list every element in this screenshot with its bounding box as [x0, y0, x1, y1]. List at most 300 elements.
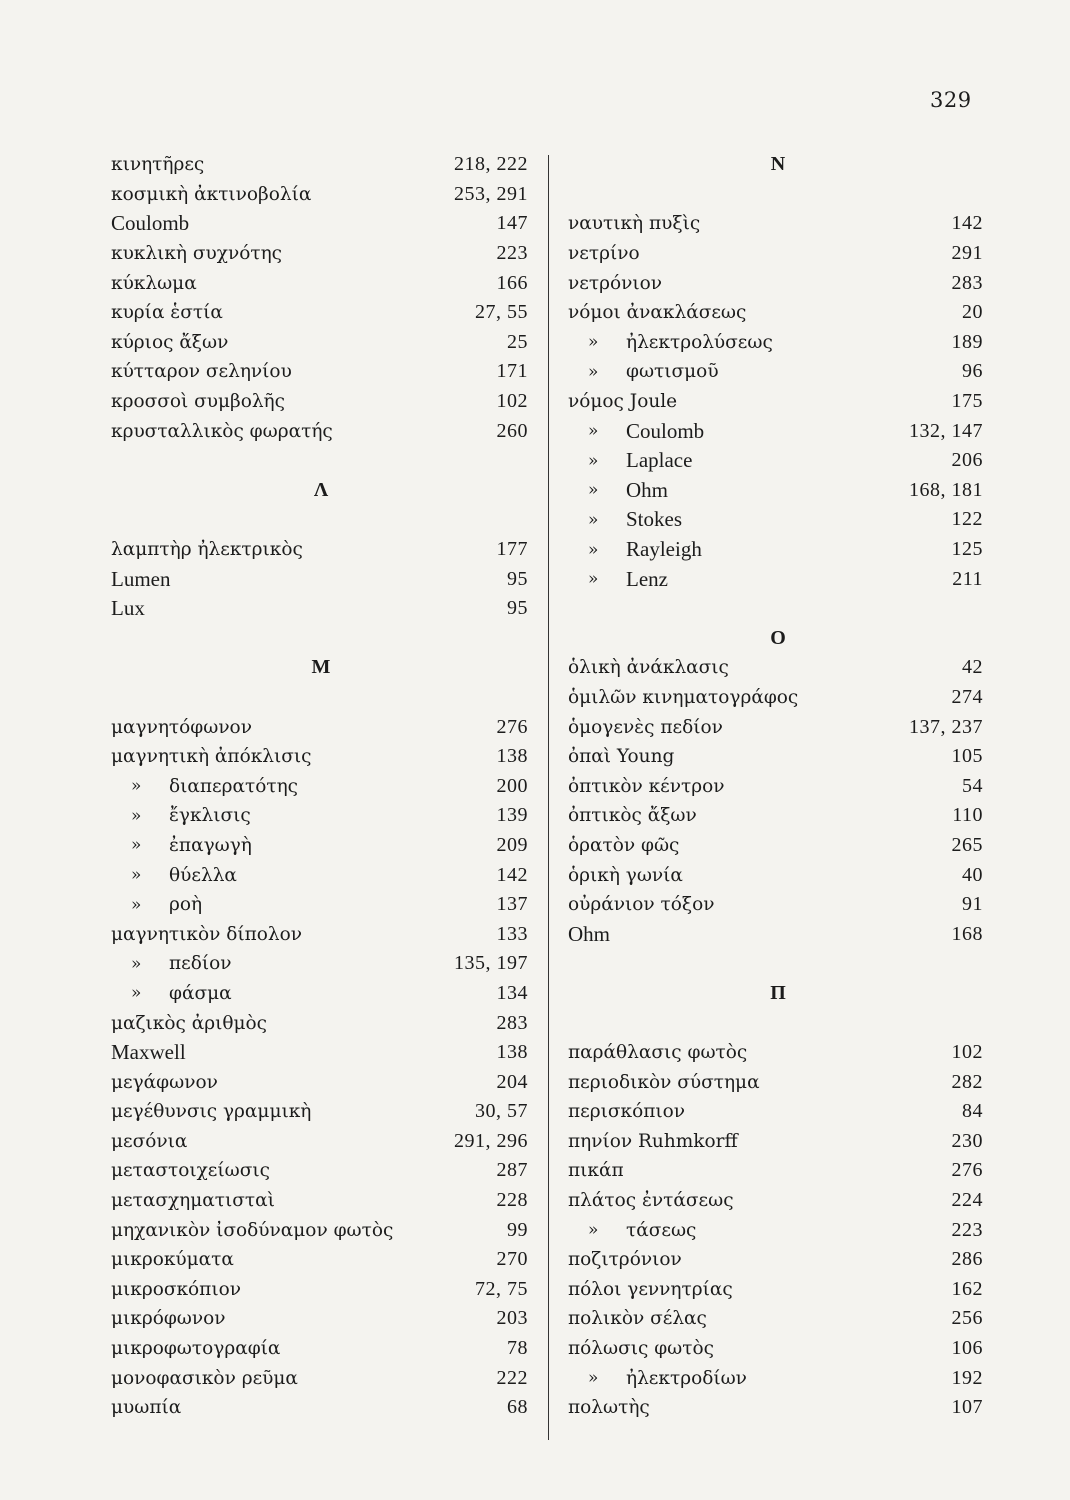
page-references: 25 — [507, 330, 528, 353]
index-entry — [568, 1245, 983, 1275]
page-references: 211 — [952, 567, 983, 590]
page-references: 175 — [951, 390, 983, 413]
index-entry — [568, 890, 983, 920]
page-references: 287 — [496, 1159, 528, 1182]
index-entry — [111, 416, 528, 446]
index-entry — [111, 860, 528, 890]
page-references: 222 — [496, 1366, 528, 1389]
index-term-text: μικροφωτογραφία — [111, 1338, 281, 1360]
index-term-text: μικροσκόπιον — [111, 1278, 241, 1300]
page-references: 91 — [962, 893, 983, 916]
index-term-text: Rayleigh — [626, 537, 702, 562]
index-term — [568, 894, 714, 915]
page-references: 228 — [496, 1189, 528, 1212]
index-term — [111, 835, 252, 856]
ditto-mark: » — [588, 1220, 599, 1241]
index-term — [568, 1279, 733, 1300]
index-term-text: ἐπαγωγὴ — [169, 834, 252, 856]
index-entry — [568, 1186, 983, 1216]
page-references: 110 — [952, 804, 983, 827]
index-term-text: ὀπαὶ Young — [568, 746, 675, 768]
page-references: 223 — [951, 1218, 983, 1241]
index-entry — [568, 387, 983, 417]
page-references: 20 — [962, 301, 983, 324]
page-references: 84 — [962, 1100, 983, 1123]
index-term — [111, 184, 311, 205]
section-spacer — [111, 624, 531, 654]
index-term — [568, 567, 668, 592]
index-term-text: φάσμα — [169, 982, 232, 1004]
index-entry — [568, 683, 983, 713]
index-entry — [568, 831, 983, 861]
index-term — [568, 1397, 650, 1418]
index-term — [568, 865, 683, 886]
index-entry — [111, 831, 528, 861]
section-spacer — [111, 683, 531, 713]
page-references: 253, 291 — [454, 182, 528, 205]
index-entry — [111, 1363, 528, 1393]
index-entry — [111, 298, 528, 328]
page-references: 78 — [507, 1337, 528, 1360]
page-references: 95 — [507, 567, 528, 590]
index-entry — [111, 919, 528, 949]
index-term-text: κυρία ἑστία — [111, 302, 223, 324]
index-entry — [111, 949, 528, 979]
ditto-mark: » — [588, 569, 599, 590]
ditto-mark: » — [131, 894, 142, 915]
index-term-text: ἔγκλισις — [169, 805, 251, 827]
page-references: 102 — [951, 1041, 983, 1064]
index-term-text: πολικὸν σέλας — [568, 1308, 707, 1330]
index-entry — [568, 742, 983, 772]
index-term — [111, 894, 202, 915]
index-entry — [111, 1334, 528, 1364]
index-term-text: πόλοι γεννητρίας — [568, 1278, 733, 1300]
page-references: 40 — [962, 863, 983, 886]
page-references: 54 — [962, 774, 983, 797]
ditto-mark: » — [588, 332, 599, 353]
index-term — [568, 537, 702, 562]
page-references: 142 — [951, 212, 983, 235]
index-entry — [568, 1215, 983, 1245]
index-term — [568, 273, 662, 294]
index-entry — [568, 919, 983, 949]
index-term-text: κύριος ἄξων — [111, 331, 229, 353]
ditto-mark: » — [588, 361, 599, 382]
index-term — [111, 776, 298, 797]
index-term — [568, 922, 610, 947]
index-term-text: Laplace — [626, 448, 693, 473]
page-references: 282 — [951, 1070, 983, 1093]
index-term — [111, 924, 302, 945]
index-term — [568, 835, 679, 856]
index-entry — [111, 712, 528, 742]
index-entry — [568, 328, 983, 358]
index-term-text: ὁμογενὲς πεδίον — [568, 716, 723, 738]
index-term-text: λαμπτὴρ ἠλεκτρικὸς — [111, 539, 303, 561]
index-entry — [568, 1097, 983, 1127]
index-term — [568, 391, 677, 412]
index-term-text: Lenz — [626, 566, 668, 591]
index-term — [111, 154, 204, 175]
index-term-text: πικάπ — [568, 1160, 624, 1182]
index-term — [111, 1220, 393, 1241]
index-term — [568, 332, 773, 353]
section-spacer — [568, 594, 988, 624]
index-term-text: Lux — [111, 596, 145, 621]
index-term-text: κυκλικὴ συχνότης — [111, 243, 283, 265]
index-entry — [111, 801, 528, 831]
page-references: 260 — [496, 419, 528, 442]
index-term-text: μαγνητικὸν δίπολον — [111, 923, 303, 945]
ditto-mark: » — [588, 539, 599, 560]
index-term — [111, 567, 170, 592]
page-references: 99 — [507, 1218, 528, 1241]
index-entry — [111, 890, 528, 920]
ditto-mark: » — [131, 805, 142, 826]
index-term — [111, 1101, 311, 1122]
index-term-text: μετασχηματισταὶ — [111, 1190, 275, 1212]
index-entry — [568, 1127, 983, 1157]
page-references: 166 — [496, 271, 528, 294]
column-divider — [548, 155, 549, 1440]
page-references: 102 — [496, 390, 528, 413]
index-term-text: πλάτος ἐντάσεως — [568, 1190, 734, 1212]
index-entry — [568, 771, 983, 801]
index-term-text: Coulomb — [626, 418, 705, 443]
index-term-text: πόλωσις φωτὸς — [568, 1338, 715, 1360]
index-term-text: κοσμικὴ ἀκτινοβολία — [111, 183, 312, 205]
page-references: 142 — [496, 863, 528, 886]
page-references: 96 — [962, 360, 983, 383]
index-term — [111, 596, 145, 621]
page-references: 135, 197 — [454, 952, 528, 975]
index-term — [111, 1249, 234, 1270]
ditto-mark: » — [588, 450, 599, 471]
ditto-mark: » — [588, 421, 599, 442]
index-entry — [568, 1067, 983, 1097]
index-term — [568, 1160, 624, 1181]
page-references: 168 — [951, 922, 983, 945]
section-spacer — [111, 505, 531, 535]
index-entry — [111, 180, 528, 210]
page-references: 192 — [951, 1366, 983, 1389]
index-entry — [111, 357, 528, 387]
index-term — [568, 1338, 714, 1359]
page-references: 203 — [496, 1307, 528, 1330]
index-term — [568, 1101, 685, 1122]
index-entry — [568, 1334, 983, 1364]
section-spacer — [568, 949, 988, 979]
page-references: 27, 55 — [475, 301, 528, 324]
index-entry — [568, 535, 983, 565]
index-term-text: μεσόνια — [111, 1130, 188, 1152]
index-term — [111, 1160, 270, 1181]
page-references: 200 — [496, 774, 528, 797]
index-term — [568, 657, 729, 678]
index-entry — [111, 328, 528, 358]
index-entry — [111, 564, 528, 594]
index-term-text: κρυσταλλικὸς φωρατής — [111, 420, 333, 442]
index-term — [568, 243, 640, 264]
index-term-text: Stokes — [626, 507, 683, 532]
index-term — [111, 1131, 187, 1152]
index-term — [568, 302, 746, 323]
index-term-text: ροὴ — [169, 894, 203, 916]
index-entry — [111, 1215, 528, 1245]
page-references: 133 — [496, 922, 528, 945]
index-entry — [111, 1038, 528, 1068]
index-entry — [111, 268, 528, 298]
index-term — [111, 1368, 298, 1389]
index-term — [111, 1308, 226, 1329]
index-term-text: νετρόνιον — [568, 272, 662, 294]
index-entry — [111, 239, 528, 269]
index-term — [568, 507, 682, 532]
index-term — [568, 805, 697, 826]
index-term — [568, 1368, 747, 1389]
page-references: 132, 147 — [909, 419, 983, 442]
page-references: 283 — [496, 1011, 528, 1034]
index-entry — [111, 535, 528, 565]
index-term-text: οὐράνιον τόξον — [568, 894, 715, 916]
page-references: 138 — [496, 1041, 528, 1064]
index-entry — [111, 1127, 528, 1157]
page-references: 256 — [951, 1307, 983, 1330]
index-entry — [568, 505, 983, 535]
index-term — [568, 448, 692, 473]
page-references: 291 — [951, 242, 983, 265]
index-term-text: τάσεως — [626, 1219, 697, 1241]
page-references: 189 — [951, 330, 983, 353]
index-term — [111, 717, 252, 738]
page-references: 122 — [951, 508, 983, 531]
page-references: 125 — [951, 538, 983, 561]
index-entry — [111, 387, 528, 417]
index-term-text: ὁμιλῶν κινηματογράφος — [568, 686, 799, 708]
index-entry — [568, 298, 983, 328]
index-term — [111, 332, 228, 353]
index-entry — [568, 564, 983, 594]
page-references: 134 — [496, 981, 528, 1004]
section-letter-heading: Ν — [770, 153, 786, 176]
index-term — [568, 213, 700, 234]
index-term-text: μεγέθυνσις γραμμικὴ — [111, 1101, 312, 1123]
section-letter-heading: Λ — [313, 478, 329, 501]
index-term-text: Lumen — [111, 566, 171, 591]
index-term-text: μαγνητικὴ ἀπόκλισις — [111, 746, 312, 768]
index-term-text: Maxwell — [111, 1040, 186, 1065]
page-references: 106 — [951, 1337, 983, 1360]
index-term-text: παράθλασις φωτὸς — [568, 1042, 748, 1064]
page-references: 137 — [496, 893, 528, 916]
page-references: 291, 296 — [454, 1129, 528, 1152]
page-references: 265 — [951, 833, 983, 856]
index-term-text: μαζικὸς ἀριθμὸς — [111, 1012, 268, 1034]
index-term-text: μαγνητόφωνον — [111, 716, 252, 738]
page-references: 223 — [496, 242, 528, 265]
index-term — [111, 243, 282, 264]
page-references: 204 — [496, 1070, 528, 1093]
index-term-text: διαπερατότης — [169, 775, 299, 797]
index-term — [111, 746, 312, 767]
index-entry — [111, 742, 528, 772]
index-term-text: νόμος Joule — [568, 391, 678, 413]
index-term — [111, 211, 189, 236]
ditto-mark: » — [131, 776, 142, 797]
page-references: 138 — [496, 745, 528, 768]
page-references: 171 — [496, 360, 528, 383]
index-term-text: μηχανικὸν ἰσοδύναμον φωτὸς — [111, 1219, 394, 1241]
index-term — [568, 687, 798, 708]
index-term-text: περιοδικὸν σύστημα — [568, 1071, 760, 1093]
index-entry — [111, 1186, 528, 1216]
index-term — [111, 539, 303, 560]
index-term — [111, 302, 223, 323]
index-entry — [568, 860, 983, 890]
index-entry — [111, 1304, 528, 1334]
index-term-text: φωτισμοῦ — [626, 361, 719, 383]
index-term — [111, 361, 292, 382]
index-entry — [568, 416, 983, 446]
index-entry — [568, 268, 983, 298]
index-term-text: περισκόπιον — [568, 1101, 685, 1123]
index-term — [111, 805, 251, 826]
index-term — [568, 1072, 760, 1093]
index-term — [568, 1220, 696, 1241]
ditto-mark: » — [588, 509, 599, 530]
index-entry — [568, 712, 983, 742]
page-references: 283 — [951, 271, 983, 294]
section-letter-heading: Ο — [770, 626, 786, 649]
index-entry — [111, 771, 528, 801]
page-number: 329 — [930, 88, 972, 112]
index-entry — [568, 357, 983, 387]
index-entry — [111, 594, 528, 624]
index-term-text: πεδίον — [169, 953, 232, 975]
index-entry — [568, 446, 983, 476]
index-term — [568, 1042, 747, 1063]
index-term-text: μονοφασικὸν ρεῦμα — [111, 1367, 298, 1389]
page-references: 107 — [951, 1396, 983, 1419]
index-term — [111, 1279, 241, 1300]
ditto-mark: » — [131, 865, 142, 886]
ditto-mark: » — [588, 480, 599, 501]
index-term-text: νόμοι ἀνακλάσεως — [568, 302, 747, 324]
index-entry — [568, 1275, 983, 1305]
index-term-text: μεγάφωνον — [111, 1071, 218, 1093]
index-term-text: ὁλικὴ ἀνάκλασις — [568, 657, 729, 679]
index-term-text: κύκλωμα — [111, 272, 197, 294]
index-term-text: Ohm — [568, 921, 610, 946]
section-spacer — [111, 446, 531, 476]
page-references: 95 — [507, 597, 528, 620]
index-term — [111, 1072, 218, 1093]
ditto-mark: » — [131, 953, 142, 974]
page-references: 276 — [496, 715, 528, 738]
page-references: 270 — [496, 1248, 528, 1271]
index-entry — [568, 209, 983, 239]
index-term — [568, 361, 719, 382]
index-term — [111, 953, 232, 974]
page-references: 42 — [962, 656, 983, 679]
index-entry — [111, 150, 528, 180]
index-term-text: ὀπτικὸς ἄξων — [568, 805, 697, 827]
page-references: 147 — [496, 212, 528, 235]
index-entry — [111, 1393, 528, 1423]
index-term-text: Ohm — [626, 477, 668, 502]
index-term-text: ἠλεκτροδίων — [626, 1367, 747, 1389]
index-term-text: κροσσοὶ συμβολῆς — [111, 391, 286, 413]
index-entry — [111, 1067, 528, 1097]
index-term — [111, 1040, 186, 1065]
index-term-text: ὁρατὸν φῶς — [568, 834, 680, 856]
index-entry — [111, 1156, 528, 1186]
index-term — [568, 1308, 707, 1329]
page-references: 168, 181 — [909, 478, 983, 501]
index-term-text: πηνίον Ruhmkorff — [568, 1130, 738, 1152]
section-letter-heading: Π — [770, 981, 786, 1004]
index-term — [111, 1397, 181, 1418]
index-entry — [111, 209, 528, 239]
index-term-text: κύτταρον σεληνίου — [111, 361, 292, 383]
index-term-text: μυωπία — [111, 1397, 182, 1419]
index-entry — [111, 1245, 528, 1275]
page-references: 274 — [951, 685, 983, 708]
index-term — [568, 1190, 734, 1211]
section-spacer — [568, 180, 988, 210]
index-term — [111, 983, 232, 1004]
index-term — [111, 1338, 280, 1359]
index-entry — [111, 1097, 528, 1127]
index-entry — [568, 1156, 983, 1186]
index-term — [568, 746, 674, 767]
index-term-text: ὀπτικὸν κέντρον — [568, 775, 725, 797]
index-entry — [568, 1304, 983, 1334]
page-references: 30, 57 — [475, 1100, 528, 1123]
page-references: 218, 222 — [454, 153, 528, 176]
index-term — [568, 717, 723, 738]
page-references: 72, 75 — [475, 1277, 528, 1300]
index-term — [111, 1013, 267, 1034]
index-term-text: πολωτὴς — [568, 1397, 650, 1419]
section-spacer — [568, 1008, 988, 1038]
index-term-text: Coulomb — [111, 211, 190, 236]
index-entry — [568, 653, 983, 683]
index-term — [111, 1190, 275, 1211]
page-references: 209 — [496, 833, 528, 856]
page-references: 224 — [951, 1189, 983, 1212]
index-column-left — [111, 150, 531, 1423]
ditto-mark: » — [131, 983, 142, 1004]
index-term-text: κινητῆρες — [111, 154, 205, 176]
page-references: 286 — [951, 1248, 983, 1271]
page-references: 139 — [496, 804, 528, 827]
ditto-mark: » — [131, 835, 142, 856]
index-term-text: μεταστοιχείωσις — [111, 1160, 270, 1182]
index-term — [111, 391, 285, 412]
index-term — [568, 419, 704, 444]
index-entry — [568, 1363, 983, 1393]
index-term — [568, 776, 725, 797]
index-entry — [111, 979, 528, 1009]
index-column-right — [568, 150, 988, 1423]
index-term-text: θύελλα — [169, 864, 237, 886]
ditto-mark: » — [588, 1368, 599, 1389]
index-term-text: ὁρικὴ γωνία — [568, 864, 683, 886]
index-term-text: μικρόφωνον — [111, 1308, 226, 1330]
index-term — [568, 1131, 738, 1152]
